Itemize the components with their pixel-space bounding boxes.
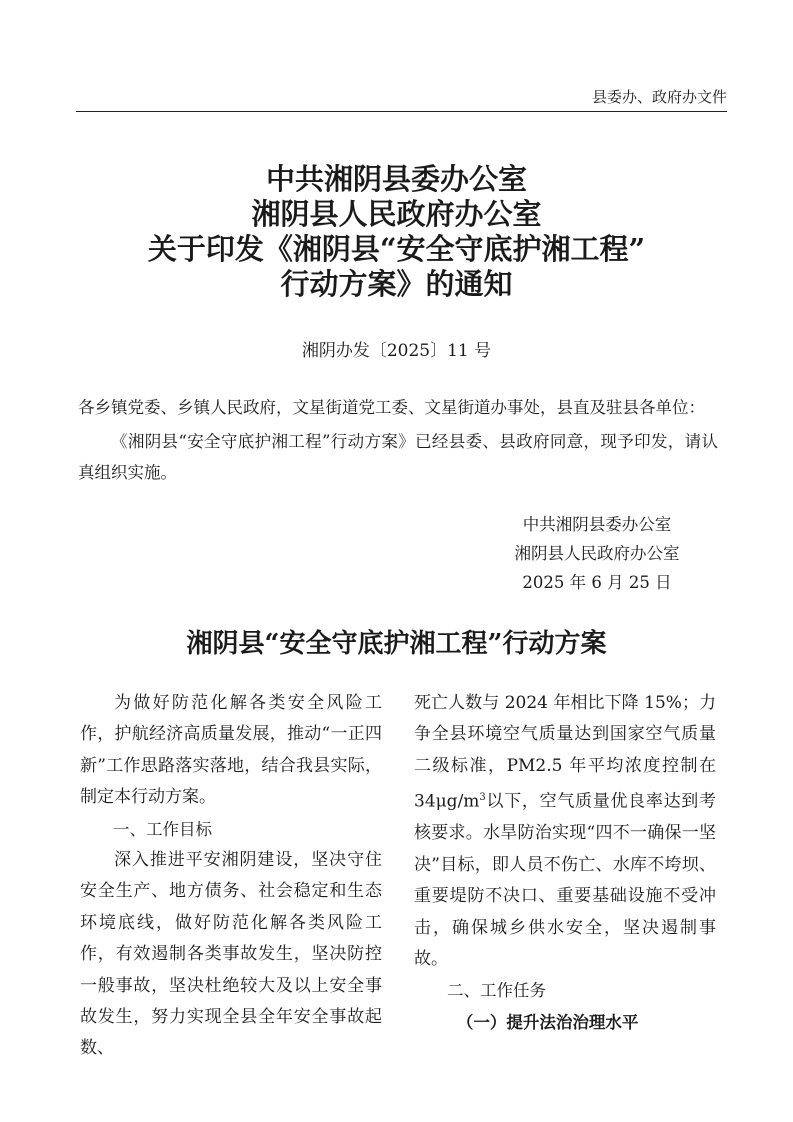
document-header-label: 县委办、政府办文件 [591, 88, 727, 106]
title-line-2: 湘阴县人民政府办公室 [251, 197, 542, 231]
signature-block [497, 510, 697, 597]
signature-org-1: 中共湘阴县委办公室 [522, 515, 672, 534]
section-1-paragraph: 深入推进平安湘阴建设，坚决守住安全生产、地方债务、社会稳定和生态环境底线，做好防范化解各类风险工作，有效遏制各类事故发生，坚决防控一般事故，坚决杜绝较大及以上安全事故发生，努力实现全县全年安全事故起数、 [80, 850, 382, 1059]
superscript-unit: 3 [479, 792, 486, 804]
document-number: 湘阴办发〔2025〕11 号 [301, 341, 492, 361]
title-line-4: 行动方案》的通知 [280, 267, 513, 301]
continuation-text-a: 死亡人数与 2024 年相比下降 15%；力争全县环境空气质量达到国家空气质量二级标准，PM2.5 年平均浓度控制在 34μg/m [414, 693, 716, 812]
title-line-3: 关于印发《湘阴县“安全守底护湘工程” [147, 232, 646, 266]
title-line-1: 中共湘阴县委办公室 [265, 162, 527, 196]
addressee: 各乡镇党委、乡镇人民政府，文星街道党工委、文星街道办事处，县直及驻县各单位： [78, 398, 705, 417]
section-1-heading: 一、工作目标 [113, 819, 212, 839]
intro-paragraph: 为做好防范化解各类安全风险工作，护航经济高质量发展，推动“一正四新”工作思路落实落地，结合我县实际，制定本行动方案。 [80, 693, 382, 808]
subsection-1-heading: （一）提升法治治理水平 [456, 1012, 639, 1032]
signature-date: 2025 年 6 月 25 日 [522, 573, 672, 592]
right-column [414, 688, 716, 1038]
notice-title [0, 162, 793, 302]
left-column [80, 688, 382, 1065]
plan-title: 湘阴县“安全守底护湘工程”行动方案 [186, 629, 607, 659]
section-2-heading: 二、工作任务 [447, 981, 546, 1001]
signature-org-2: 湘阴县人民政府办公室 [514, 544, 680, 563]
notice-body: 《湘阴县“安全守底护湘工程”行动方案》已经县委、县政府同意，现予印发，请认真组织实施。 [78, 432, 718, 482]
continuation-text-b: 以下，空气质量优良率达到考核要求。水旱防治实现“四不一确保一坚决”目标，即人员不伤亡、水库不垮坝、重要堤防不决口、重要基础设施不受冲击，确保城乡供水安全，坚决遏制事故。 [414, 791, 716, 969]
continuation-paragraph [414, 688, 716, 975]
header-divider [76, 111, 727, 112]
